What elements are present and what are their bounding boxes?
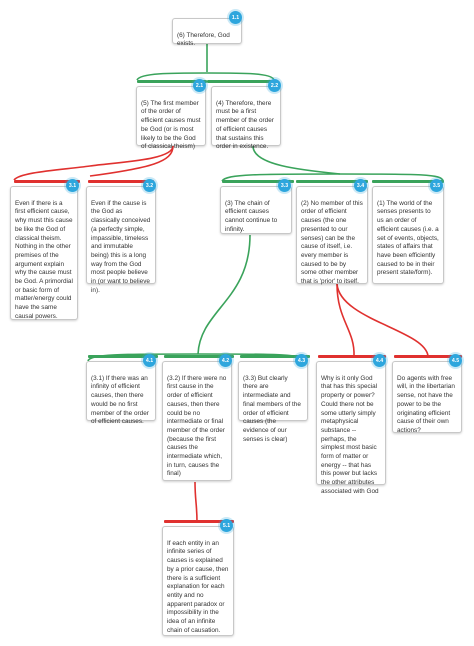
badge-3-4: 3.4 [354, 179, 367, 192]
claim-text: (1) The world of the senses presents to us an order of efficient causes (i.e. a set of events, objects, states of affairs that have been efficiently caused to be in their present state/form). [377, 199, 439, 277]
claim-text: (3) The chain of efficient causes cannot continue to infinity. [225, 199, 278, 233]
claim-card-2-2[interactable] [211, 86, 281, 151]
connector-2-bar-right [207, 73, 274, 80]
claim-card-4-1[interactable] [86, 361, 156, 426]
badge-3-3: 3.3 [278, 179, 291, 192]
claim-text: Even if there is a first efficient cause, why must this cause be like the God of classical theism. Nothing in the other premises of the argument explain why the cause must be God. A primordial or basic form of matter/energy could have the same causal powers. [15, 199, 73, 320]
badge-4-2: 4.2 [219, 354, 232, 367]
claim-text: (3.2) If there were no first cause in the order of efficient causes, then there could be no intermediate or final member of the order (because the first causes the intermediate which, in turn, causes the final) [167, 374, 227, 478]
claim-card-3-5[interactable] [372, 186, 444, 284]
claim-card-4-3[interactable] [238, 361, 308, 443]
claim-text: (5) The first member of the order of efficient causes must be God (or is most likely to be the God of classical theism) [141, 99, 201, 151]
claim-text: (3.3) But clearly there are intermediate and final members of the order of efficient causes (the evidence of our senses is clear) [243, 374, 301, 443]
claim-text: Even if the cause is the God as classically conceived (a perfectly simple, impassible, timeless and immutable being) this is a long way from the God most people believe in (or want to believe in). [91, 199, 151, 294]
claim-text: (3.1) If there was an infinity of efficient causes, then there would be no first member of the order of efficient causes. [91, 374, 149, 426]
connector-3-3-to-4 [198, 235, 250, 354]
badge-5-1: 5.1 [220, 519, 233, 532]
badge-2-2: 2.2 [268, 79, 281, 92]
bar-2-2 [207, 80, 277, 83]
connector-4-2-to-5-1 [195, 482, 197, 522]
badge-2-1: 2.1 [193, 79, 206, 92]
connector-3-4-to-4-5 [337, 284, 428, 356]
claim-text: Why is it only God that has this special property or power? Could there not be some utterly simply metaphysical substance -- perhaps, the simplest most basic form of matter or energy -- that has this power but lacks the other attributes associated with God [321, 374, 379, 495]
claim-text: (4) Therefore, there must be a first member of the order of efficient causes that sustains this order in existence. [216, 99, 274, 151]
badge-1-1: 1.1 [229, 11, 242, 24]
claim-card-3-4[interactable] [296, 186, 368, 284]
badge-3-1: 3.1 [66, 179, 79, 192]
objection-card-3-2[interactable] [86, 186, 156, 294]
claim-text: (2) No member of this order of efficient causes (the one presented to our senses) can be the cause of itself, i.e. every member is caused to be by some other member that is 'prior' to itself. [301, 199, 363, 286]
claim-text: Do agents with free will, in the libertarian sense, not have the power to be the originating efficient cause of their own actions? [397, 374, 455, 434]
claim-text: If each entity in an infinite series of causes is explained by a prior cause, then there is a sufficient explanation for each entity and no apparent paradox or impossibility in the idea of an infinite chain of causation. [167, 539, 229, 634]
badge-3-2: 3.2 [143, 179, 156, 192]
badge-3-5: 3.5 [430, 179, 443, 192]
badge-4-5: 4.5 [449, 354, 462, 367]
objection-card-4-5[interactable] [392, 361, 462, 433]
claim-card-2-1[interactable] [136, 86, 206, 151]
objection-card-3-1[interactable] [10, 186, 78, 320]
claim-text: (6) Therefore, God exists. [177, 31, 230, 48]
badge-4-1: 4.1 [143, 354, 156, 367]
objection-card-4-4[interactable] [316, 361, 386, 495]
connector-3-4-to-4-4 [337, 284, 354, 356]
claim-card-3-3[interactable] [220, 186, 292, 234]
objection-card-5-1[interactable] [162, 526, 234, 636]
claim-card-4-2[interactable] [162, 361, 232, 481]
badge-4-4: 4.4 [373, 354, 386, 367]
badge-4-3: 4.3 [295, 354, 308, 367]
